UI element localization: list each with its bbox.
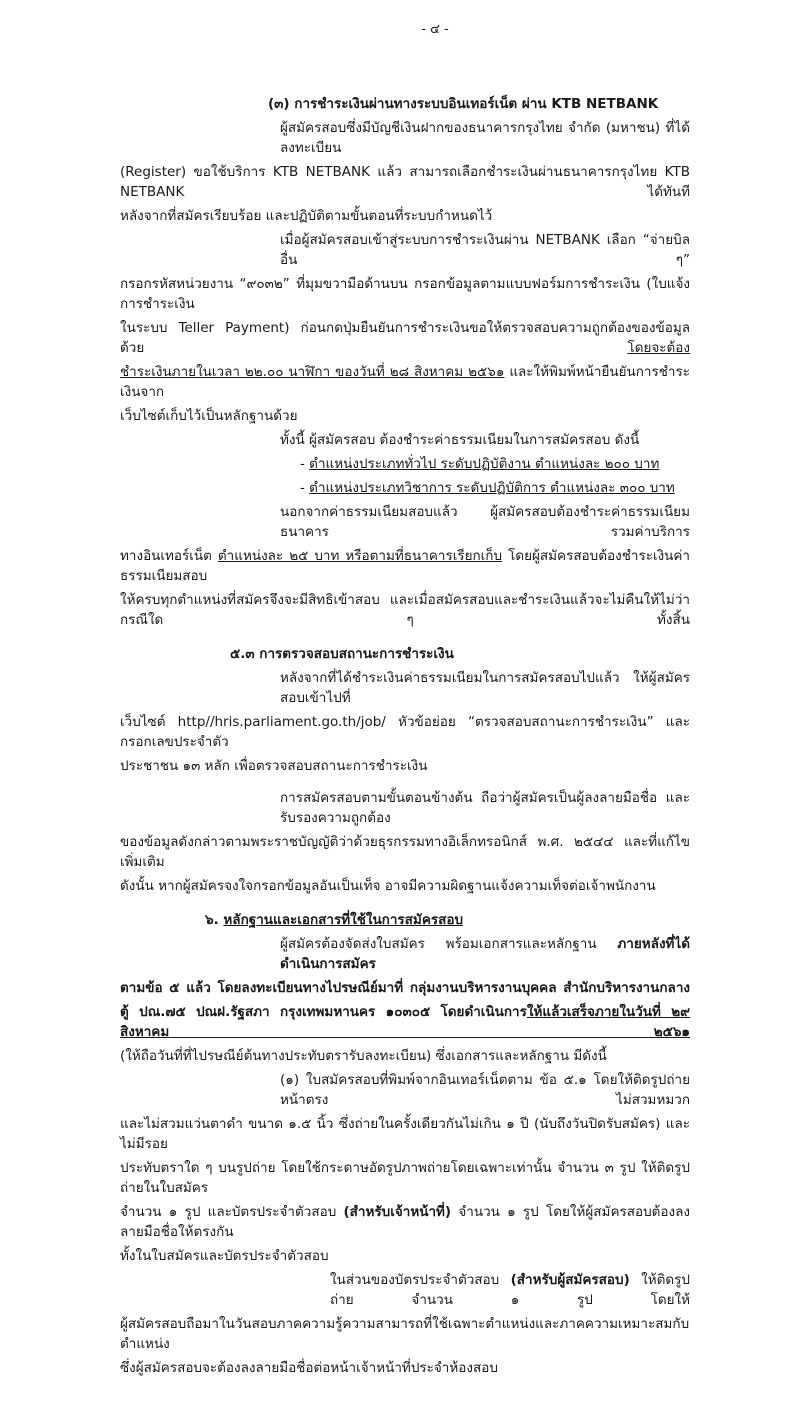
text-segment: โดยผู้สมัครสอบต้องชำระเงินค่าธรรมเนียมสอบ	[120, 548, 690, 584]
text-segment: (๑) ใบสมัครสอบที่พิมพ์จากอินเทอร์เน็ตตาม ข้อ ๕.๑ โดยให้ติดรูปถ่ายหน้าตรง ไม่สวมหมวก	[280, 1072, 690, 1108]
text-segment: ทั้งนี้ ผู้สมัครสอบ ต้องชำระค่าธรรมเนียมในการสมัครสอบ ดังนี้	[280, 432, 640, 448]
text-line	[120, 1358, 690, 1378]
text-segment: หลังจากที่ได้ชำระเงินค่าธรรมเนียมในการสมัครสอบไปแล้ว ให้ผู้สมัครสอบเข้าไปที่	[280, 670, 690, 706]
text-line	[120, 546, 690, 586]
text-line	[120, 430, 690, 450]
text-line	[120, 274, 690, 314]
text-segment: นอกจากค่าธรรมเนียมสอบแล้ว ผู้สมัครสอบต้องชำระค่าธรรมเนียมธนาคาร รวมค่าบริการ	[280, 504, 690, 540]
text-line	[120, 1070, 690, 1110]
text-line	[120, 876, 690, 896]
text-line	[120, 788, 690, 828]
section-heading	[120, 910, 690, 930]
text-segment: ตำแหน่งละ ๒๕ บาท หรือตามที่ธนาคารเรียกเก็บ	[217, 548, 503, 564]
text-segment: ดังนั้น หากผู้สมัครจงใจกรอกข้อมูลอันเป็นเท็จ อาจมีความผิดฐานแจ้งความเท็จต่อเจ้าพนักงาน	[120, 878, 656, 894]
text-segment: ประทับตราใด ๆ บนรูปถ่าย โดยใช้กระดาษอัดรูปภาพถ่ายโดยเฉพาะเท่านั้น จำนวน ๓ รูป ให้ติดรูปถ่ายในใบสมัคร	[120, 1160, 690, 1196]
text-line	[120, 454, 690, 474]
section-heading	[120, 94, 690, 114]
text-segment: หลังจากที่สมัครเรียบร้อย และปฏิบัติตามขั้นตอนที่ระบบกำหนดไว้	[120, 208, 493, 224]
text-segment: ชำระเงินภายในเวลา ๒๒.๐๐ นาฬิกา ของวันที่ ๒๘ สิงหาคม ๒๕๖๑	[120, 364, 505, 380]
text-segment: เมื่อผู้สมัครสอบเข้าสู่ระบบการชำระเงินผ่าน NETBANK เลือก “จ่ายบิลอื่น ๆ”	[280, 232, 690, 268]
text-segment: ตู้ ปณ.๗๕ ปณฝ.รัฐสภา กรุงเทพมหานคร ๑๐๓๐๕ โดยดำเนินการ	[120, 1004, 527, 1020]
text-segment: (ให้ถือวันที่ที่ไปรษณีย์ต้นทางประทับตรารับลงทะเบียน) ซึ่งเอกสารและหลักฐาน มีดังนี้	[120, 1048, 607, 1064]
text-segment: โดยจะต้อง	[627, 340, 690, 356]
text-segment: จำนวน ๑ รูป โดยให้ผู้สมัครสอบต้องลงลายมือชื่อให้ตรงกัน	[120, 1204, 690, 1240]
text-segment: ผู้สมัครสอบซึ่งมีบัญชีเงินฝากของธนาคารกรุงไทย จำกัด (มหาชน) ที่ได้ลงทะเบียน	[280, 120, 690, 156]
text-line	[120, 478, 690, 498]
text-segment: ทั้งในใบสมัครและบัตรประจำตัวสอบ	[120, 1248, 329, 1264]
text-segment: ซึ่งผู้สมัครสอบจะต้องลงลายมือชื่อต่อหน้าเจ้าหน้าที่ประจำห้องสอบ	[120, 1360, 498, 1376]
text-line	[120, 318, 690, 358]
text-segment: และไม่สวมแว่นตาดำ ขนาด ๑.๕ นิ้ว ซึ่งถ่ายในครั้งเดียวกันไม่เกิน ๑ ปี (นับถึงวันปิดรับสมัคร) และไม่มีรอย	[120, 1116, 690, 1152]
text-segment: ในระบบ Teller Payment) ก่อนกดปุ่มยืนยันการชำระเงินขอให้ตรวจสอบความถูกต้องของข้อมูลด้วย	[120, 320, 690, 356]
text-segment: เว็บไซต์เก็บไว้เป็นหลักฐานด้วย	[120, 408, 298, 424]
text-line	[120, 1158, 690, 1198]
text-segment: ตำแหน่งประเภททั่วไป ระดับปฏิบัติงาน ตำแหน่งละ ๒๐๐ บาท	[309, 456, 660, 472]
text-segment: ตามข้อ ๕ แล้ว โดยลงทะเบียนทางไปรษณีย์มาที่ กลุ่มงานบริหารงานบุคคล สำนักบริหารงานกลาง	[120, 980, 690, 996]
text-segment: (สำหรับเจ้าหน้าที่)	[343, 1204, 452, 1220]
text-line	[120, 362, 690, 402]
text-segment: ของข้อมูลดังกล่าวตามพระราชบัญญัติว่าด้วยธุรกรรมทางอิเล็กทรอนิกส์ พ.ศ. ๒๕๔๔ และที่แก้ไขเพิ่มเติม	[120, 834, 690, 870]
text-segment: (สำหรับผู้สมัครสอบ)	[510, 1272, 630, 1288]
text-line	[120, 934, 690, 974]
text-line	[120, 162, 690, 202]
text-segment: ผู้สมัครต้องจัดส่งใบสมัคร พร้อมเอกสารและหลักฐาน	[280, 936, 618, 952]
text-segment: ประชาชน ๑๓ หลัก เพื่อตรวจสอบสถานะการชำระเงิน	[120, 758, 428, 774]
text-segment: ตำแหน่งประเภทวิชาการ ระดับปฏิบัติการ ตำแหน่งละ ๓๐๐ บาท	[309, 480, 675, 496]
text-line	[120, 1114, 690, 1154]
text-line	[120, 1314, 690, 1354]
text-segment: -	[300, 480, 310, 496]
text-line	[120, 206, 690, 226]
text-segment: (๓) การชำระเงินผ่านทางระบบอินเทอร์เน็ต ผ่าน KTB NETBANK	[268, 96, 659, 112]
text-segment: ทางอินเทอร์เน็ต	[120, 548, 218, 564]
text-line	[120, 1270, 690, 1310]
document-body	[120, 94, 690, 1378]
text-segment: เว็บไซต์ http//hris.parliament.go.th/job/ หัวข้อย่อย “ตรวจสอบสถานะการชำระเงิน” และกรอกเลขประจำตัว	[120, 714, 690, 750]
text-segment: ให้ครบทุกตำแหน่งที่สมัครจึงจะมีสิทธิเข้าสอบ และเมื่อสมัครสอบและชำระเงินแล้วจะไม่คืนให้ไม่ว่ากรณีใด ๆ ทั้งสิ้น	[120, 592, 690, 628]
text-segment: ภายหลังที่ได้ดำเนินการสมัคร	[280, 936, 690, 972]
text-segment: ให้ติดรูปถ่าย จำนวน ๑ รูป โดยให้	[330, 1272, 690, 1308]
text-segment: กรอกรหัสหน่วยงาน “๙๐๓๒” ที่มุมขวามือด้านบน กรอกข้อมูลตามแบบฟอร์มการชำระเงิน (ใบแจ้งการชำระเงิน	[120, 276, 690, 312]
text-line	[120, 406, 690, 426]
text-segment: ให้แล้วเสร็จภายในวันที่ ๒๙ สิงหาคม ๒๕๖๑	[120, 1004, 690, 1040]
text-segment: ในส่วนของบัตรประจำตัวสอบ	[330, 1272, 511, 1288]
text-line	[120, 1202, 690, 1242]
text-segment: หลักฐานและเอกสารที่ใช้ในการสมัครสอบ	[223, 912, 464, 928]
text-line	[120, 590, 690, 630]
text-line	[120, 1246, 690, 1266]
text-line	[120, 832, 690, 872]
text-segment: จำนวน ๑ รูป และบัตรประจำตัวสอบ	[120, 1204, 344, 1220]
text-segment: ๖.	[205, 912, 224, 928]
text-segment: ๕.๓ การตรวจสอบสถานะการชำระเงิน	[230, 646, 454, 662]
text-segment: -	[300, 456, 310, 472]
text-line	[120, 502, 690, 542]
text-line	[120, 230, 690, 270]
text-line	[120, 1002, 690, 1042]
text-line	[120, 712, 690, 752]
text-line	[120, 1046, 690, 1066]
text-segment: การสมัครสอบตามขั้นตอนข้างต้น ถือว่าผู้สมัครเป็นผู้ลงลายมือชื่อ และรับรองความถูกต้อง	[280, 790, 690, 826]
page-number: - ๔ -	[421, 22, 449, 37]
text-segment: ผู้สมัครสอบถือมาในวันสอบภาคความรู้ความสามารถที่ใช้เฉพาะตำแหน่งและภาคความเหมาะสมกับตำแหน่ง	[120, 1316, 690, 1352]
section-heading	[120, 644, 690, 664]
text-line	[120, 118, 690, 158]
text-line	[120, 756, 690, 776]
text-segment: และให้พิมพ์หน้ายืนยันการชำระเงินจาก	[120, 364, 690, 400]
text-line	[120, 978, 690, 998]
text-segment: (Register) ขอใช้บริการ KTB NETBANK แล้ว สามารถเลือกชำระเงินผ่านธนาคารกรุงไทย KTB NETBANK ได้ทันที	[120, 164, 690, 200]
text-line	[120, 668, 690, 708]
